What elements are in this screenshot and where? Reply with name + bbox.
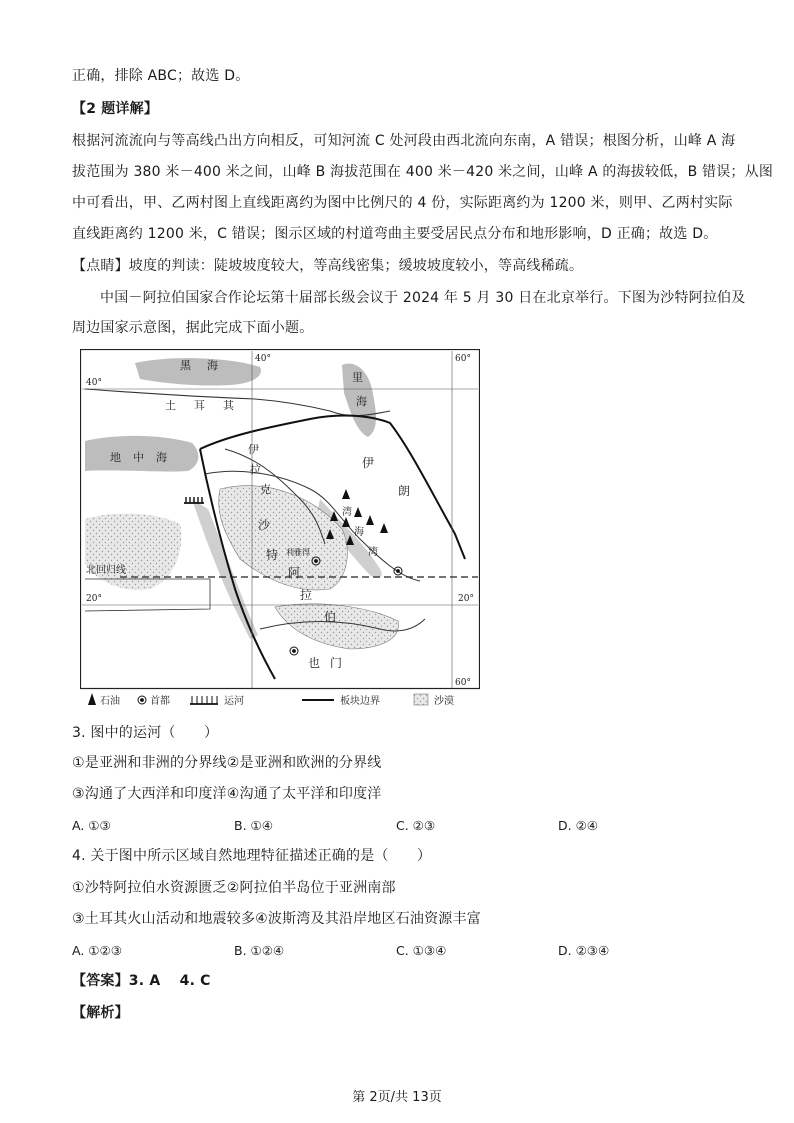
page-footer: 第 2页/共 13页 xyxy=(352,1090,442,1105)
legend-canal: 运河 xyxy=(224,696,244,707)
label-saudi: 阿 xyxy=(288,566,301,580)
label-iran: 朗 xyxy=(398,484,411,498)
option-b: B. ①④ xyxy=(234,818,273,833)
question-statement: ①是亚洲和非洲的分界线②是亚洲和欧洲的分界线 xyxy=(72,755,382,771)
option-c: C. ②③ xyxy=(396,818,436,833)
label-gulf: 海 xyxy=(354,527,364,538)
legend-capital: 首都 xyxy=(150,696,170,707)
label-iraq: 拉 xyxy=(250,463,261,476)
label-lon: 60° xyxy=(455,354,471,364)
tip-line: 【点睛】坡度的判读：陡坡坡度较大，等高线密集；缓坡坡度较小，等高线稀疏。 xyxy=(72,258,584,274)
legend-boundary: 板块边界 xyxy=(340,696,380,707)
option-a: A. ①②③ xyxy=(72,943,122,958)
label-saudi: 伯 xyxy=(324,610,337,624)
question-statement: ①沙特阿拉伯水资源匮乏②阿拉伯半岛位于亚洲南部 xyxy=(72,880,396,896)
label-caspian: 里 xyxy=(352,371,363,384)
legend-oil: 石油 xyxy=(100,696,120,707)
legend-desert: 沙漠 xyxy=(434,696,454,707)
answer-line: 【答案】3. A 4. C xyxy=(72,973,211,989)
label-lon: 60° xyxy=(455,678,471,688)
label-lat: 20° xyxy=(458,594,474,604)
text-line: 周边国家示意图，据此完成下面小题。 xyxy=(72,320,314,336)
label-tropic: 北回归线 xyxy=(86,565,126,576)
label-turkey: 土耳其 xyxy=(165,399,252,412)
desert-icon xyxy=(414,694,428,705)
option-b: B. ①②④ xyxy=(234,943,285,958)
label-lat: 40° xyxy=(86,378,102,388)
text-line: 直线距离约 1200 米，C 错误；图示区域的村道弯曲主要受居民点分布和地形影响，D 正确；故选 D。 xyxy=(72,226,718,242)
question-statement: ③土耳其火山活动和地震较多④波斯湾及其沿岸地区石油资源丰富 xyxy=(72,911,481,927)
label-lat: 20° xyxy=(86,594,102,604)
text-line: 正确，排除 ABC；故选 D。 xyxy=(72,68,250,84)
label-iran: 伊 xyxy=(362,456,375,470)
question-statement: ③沟通了大西洋和印度洋④沟通了太平洋和印度洋 xyxy=(72,786,382,802)
option-d: D. ②③④ xyxy=(558,943,610,958)
question-stem: 3. 图中的运河（ ） xyxy=(72,725,219,741)
label-saudi: 拉 xyxy=(300,588,313,602)
analysis-heading: 【解析】 xyxy=(72,1005,129,1021)
option-c: C. ①③④ xyxy=(396,943,447,958)
label-gulf: 湾 xyxy=(368,547,378,558)
label-iraq: 伊 xyxy=(248,443,259,456)
label-lon: 40° xyxy=(255,354,271,364)
text-line: 根据河流流向与等高线凸出方向相反，可知河流 C 处河段由西北流向东南，A 错误；根图分析，山峰 A 海 xyxy=(72,133,736,149)
label-yemen: 也门 xyxy=(308,656,353,670)
section-heading: 【2 题详解】 xyxy=(72,101,159,117)
text-line: 中国－阿拉伯国家合作论坛第十届部长级会议于 2024 年 5 月 30 日在北京举行。下图为沙特阿拉伯及 xyxy=(100,290,746,306)
option-a: A. ①③ xyxy=(72,818,111,833)
label-saudi: 沙 xyxy=(258,518,271,532)
label-gulf: 湾 xyxy=(342,507,352,518)
text-line: 拔范围为 380 米－400 米之间，山峰 B 海拔范围在 400 米－420 米之间，山峰 A 的海拔较低，B 错误；从图 xyxy=(72,164,774,180)
label-iraq: 克 xyxy=(260,483,271,496)
option-d: D. ②④ xyxy=(558,818,598,833)
question-stem: 4. 关于图中所示区域自然地理特征描述正确的是（ ） xyxy=(72,848,432,864)
label-riyadh: 利雅得 xyxy=(286,548,310,557)
label-caspian: 海 xyxy=(356,395,367,408)
saudi-arabia-map xyxy=(80,349,480,711)
label-black-sea: 黑海 xyxy=(180,359,234,372)
text-line: 中可看出，甲、乙两村图上直线距离约为图中比例尺的 4 份，实际距离约为 1200 米，则甲、乙两村实际 xyxy=(72,195,733,211)
label-mediterranean: 地中海 xyxy=(110,451,179,464)
label-saudi: 特 xyxy=(266,548,279,562)
